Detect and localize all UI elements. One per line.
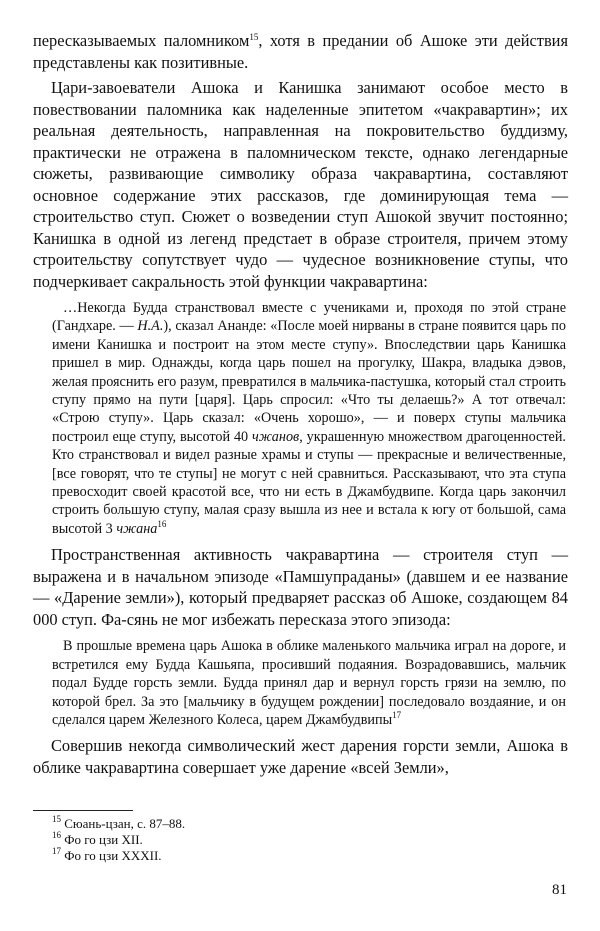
paragraph-1-text-b: , хотя в предании об Ашоке эти действия представлены как позитивные.	[33, 31, 568, 72]
main-text	[33, 30, 568, 292]
main-text-3	[33, 735, 568, 778]
quote-2-text: В прошлые времена царь Ашока в облике маленького мальчика играл на дороге, и встретился ему Будда Кашьяпа, просивший подаяния. Возрадовавшись, мальчик подал Будде горсть земли. Будда принял дар и вернул горсть грязи на землю, по которой брел. За это [мальчику в будущем рождении] последовало воздаяние, и он сделался царем Железного Колеса, царем Джамбудвипы	[52, 638, 566, 728]
paragraph-3: Пространственная активность чакравартина — строителя ступ — выражена и в начальном эпизоде «Памшупраданы» (давшем и ее название — «Дарение земли»), который предваряет рассказ об Ашоке, создающем 84 000 ступ. Фа-сянь не мог избежать пересказа этого эпизода:	[33, 545, 568, 629]
paragraph-4: Совершив некогда символический жест дарения горсти земли, Ашока в облике чакравартина совершает уже дарение «всей Земли»,	[33, 736, 568, 777]
page-body	[33, 30, 568, 778]
footnote-16	[52, 832, 185, 848]
footnote-text: Фо го цзи XXXII.	[64, 848, 162, 863]
footnote-divider	[33, 810, 133, 811]
quote-2	[52, 637, 566, 729]
main-text-2	[33, 544, 568, 630]
quote-1-unit-1: чжанов	[252, 428, 300, 445]
footnote-15	[52, 816, 185, 832]
quote-kanishka	[52, 299, 566, 538]
paragraph-1	[33, 30, 568, 73]
footnote-number: 16	[52, 830, 61, 840]
quote-1-text-a: …Некогда Будда странствовал вместе с учениками и, проходя по этой стране (Гандхаре. —	[52, 300, 566, 335]
footnote-ref-16: 16	[157, 518, 167, 529]
page-number: 81	[552, 882, 567, 898]
quote-1-text-b: ), сказал Ананде: «После моей нирваны в стране появится царь по имени Канишка и построит на этом месте ступу». Впоследствии царь Канишка пришел в мир. Однажды, когда царь пошел на прогулку, Шакра, владыка дэвов, желая прояснить его разум, превратился в мальчика-пастушка, который стал строить ступу прямо на пути [царя]. Царь спросил: «Что ты делаешь?» А тот отвечал: «Строю ступу». Царь сказал: «Очень хорошо», — и поверх ступы мальчика построил еще ступу, высотой 40	[52, 318, 566, 445]
footnote-17	[52, 848, 185, 864]
quote-1-unit-2: чжана	[116, 520, 158, 537]
footnote-text: Сюань-цзан, с. 87–88.	[64, 816, 186, 831]
quote-1-text-c: , украшенную множеством драгоценностей. Кто странствовал и видел разные храмы и ступы — прекрасные и величественные, [все говорят, что те ступы] не могут с ней сравниться. Рассказывают, что эта ступа превосходит своей красотой все, что ни есть в Джамбудвипе. Когда царь закончил строить большую ступу, малая сразу вышла из нее и встала к югу от большой, сама высотой 3	[52, 428, 566, 537]
quote-ashoka	[52, 637, 566, 729]
footnote-text: Фо го цзи XII.	[64, 832, 143, 847]
quote-1	[52, 299, 566, 538]
footnote-ref-15: 15	[249, 32, 259, 42]
footnote-ref-17: 17	[392, 709, 402, 720]
footnotes	[52, 816, 185, 864]
paragraph-1-text-a: пересказываемых паломником	[33, 31, 250, 50]
quote-1-author-initials: Н.А.	[137, 318, 164, 335]
footnote-number: 17	[52, 846, 61, 856]
footnote-number: 15	[52, 814, 61, 824]
paragraph-2: Цари-завоеватели Ашока и Канишка занимают особое место в повествовании паломника как наделенные эпитетом «чакравартин»; их реальная деятельность, направленная на покровительство буддизму, практически не отражена в паломническом тексте, однако легендарные сюжеты, развивающие символику образа чакравартина, составляют основное содержание этих рассказов, где доминирующая тема — строительство ступ. Сюжет о возведении ступ Ашокой звучит постоянно; Канишка в одной из легенд предстает в образе строителя, причем этому строительству сопутствует чудо — чудесное возникновение ступы, что подчеркивает сакральность этой функции чакравартина:	[33, 78, 568, 291]
